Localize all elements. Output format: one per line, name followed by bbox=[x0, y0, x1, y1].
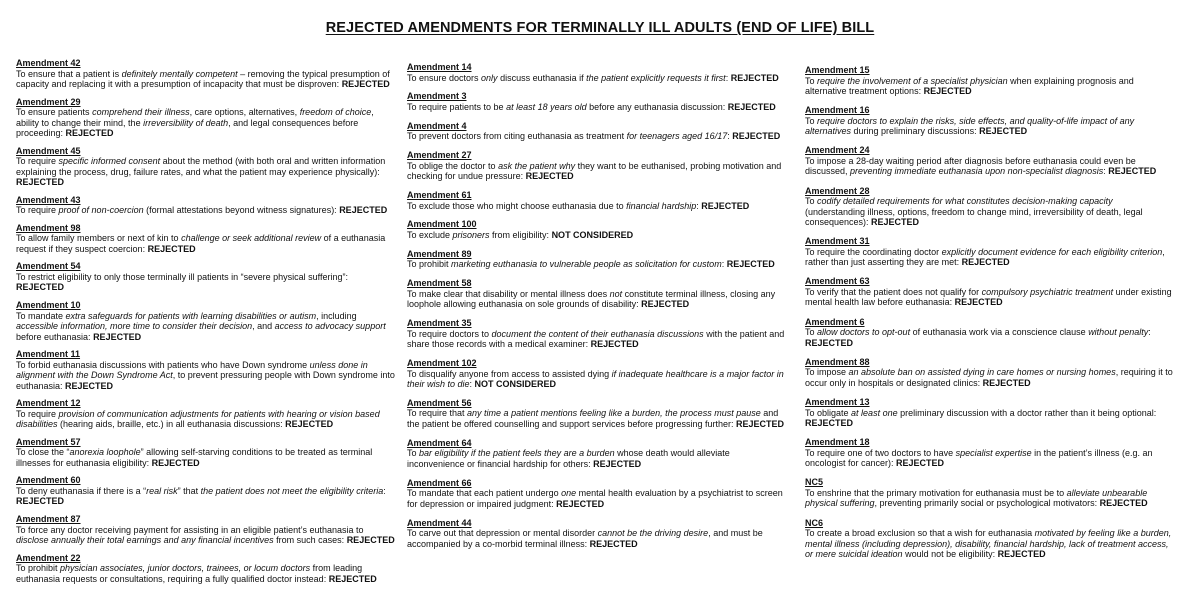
amendment-status: REJECTED bbox=[701, 200, 750, 211]
amendment-status: REJECTED bbox=[285, 419, 334, 430]
amendment-title: Amendment 61 bbox=[407, 190, 472, 201]
amendment-status: NOT CONSIDERED bbox=[551, 229, 634, 240]
amendment-entry bbox=[805, 186, 1175, 228]
amendment-description bbox=[407, 161, 789, 182]
amendment-entry bbox=[407, 438, 789, 470]
amendment-status: REJECTED bbox=[641, 299, 690, 310]
amendment-title: Amendment 89 bbox=[407, 248, 472, 259]
amendment-entry bbox=[805, 397, 1175, 429]
amendment-description bbox=[16, 360, 396, 392]
amendment-entry bbox=[805, 317, 1175, 349]
amendment-text-segment: To verify that the patient does not qualify for bbox=[805, 286, 982, 297]
amendment-entry bbox=[16, 223, 396, 255]
amendment-title: Amendment 45 bbox=[16, 145, 81, 156]
amendment-text-segment: To ensure doctors bbox=[407, 72, 482, 83]
amendment-text-segment: , requiring it to occur only in hospitals or designated clinics: bbox=[805, 367, 1173, 388]
amendment-title: Amendment 11 bbox=[16, 349, 81, 360]
amendment-status: REJECTED bbox=[93, 331, 142, 342]
amendment-text-segment: To require the coordinating doctor bbox=[805, 246, 942, 257]
amendment-text-segment: To allow family members or next of kin to bbox=[16, 233, 182, 244]
amendment-status: REJECTED bbox=[805, 337, 854, 348]
amendment-status: REJECTED bbox=[726, 259, 775, 270]
amendment-text-segment: definitely mentally competent bbox=[121, 68, 238, 79]
amendment-title: Amendment 16 bbox=[805, 105, 870, 116]
amendment-status: REJECTED bbox=[982, 377, 1031, 388]
amendment-title: Amendment 22 bbox=[16, 552, 81, 563]
amendment-text-segment: for teenagers aged 16/17 bbox=[626, 131, 728, 142]
amendment-title: Amendment 29 bbox=[16, 96, 81, 107]
amendment-text-segment: financial hardship bbox=[626, 200, 697, 211]
amendment-title: Amendment 66 bbox=[407, 477, 472, 488]
amendment-entry bbox=[16, 349, 396, 391]
amendment-text-segment: (hearing aids, braille, etc.) in all euthanasia discussions: bbox=[57, 419, 286, 430]
amendment-text-segment: To prevent doctors from citing euthanasia as treatment bbox=[407, 131, 627, 142]
amendment-entry bbox=[16, 475, 396, 507]
amendment-text-segment: : bbox=[469, 379, 475, 390]
amendment-status: REJECTED bbox=[997, 549, 1046, 560]
amendment-text-segment: , and must be accompanied by a co-morbid terminal illness: bbox=[407, 528, 763, 549]
amendment-entry bbox=[407, 121, 789, 142]
amendment-status: REJECTED bbox=[339, 205, 388, 216]
amendment-status: REJECTED bbox=[147, 243, 196, 254]
amendment-text-segment: To enshrine that the primary motivation for euthanasia must be to bbox=[805, 487, 1067, 498]
amendment-status: REJECTED bbox=[341, 79, 390, 89]
amendment-entry bbox=[407, 318, 789, 350]
amendment-text-segment: , and bbox=[252, 321, 275, 332]
column-1 bbox=[16, 58, 396, 591]
amendment-status: REJECTED bbox=[16, 496, 65, 507]
amendment-text-segment: To carve out that depression or mental disorder bbox=[407, 528, 598, 539]
amendment-status: REJECTED bbox=[16, 282, 65, 293]
amendment-text-segment: of a euthanasia request if they suspect coercion: bbox=[16, 233, 386, 254]
amendment-text-segment: To exclude bbox=[407, 229, 453, 240]
amendment-status: REJECTED bbox=[525, 171, 574, 182]
amendment-text-segment: before any euthanasia discussion: bbox=[586, 101, 728, 112]
amendment-text-segment: To obligate bbox=[805, 407, 852, 418]
amendment-text-segment: To mandate that each patient undergo bbox=[407, 488, 562, 499]
amendment-entry bbox=[16, 398, 396, 430]
amendment-text-segment: To ensure patients bbox=[16, 107, 93, 118]
amendment-text-segment: discuss euthanasia if bbox=[497, 72, 587, 83]
amendment-entry bbox=[16, 553, 396, 585]
amendment-status: REJECTED bbox=[65, 380, 114, 391]
amendment-text-segment: mental health evaluation by a psychiatrist to screen for depression or impaired judgment: bbox=[407, 488, 783, 509]
amendment-description bbox=[16, 563, 396, 584]
amendment-title: Amendment 102 bbox=[407, 358, 477, 369]
amendment-entry bbox=[407, 249, 789, 270]
amendment-status: REJECTED bbox=[954, 297, 1003, 308]
amendment-text-segment: To oblige the doctor to bbox=[407, 160, 499, 171]
amendment-text-segment: alleviate unbearable physical suffering bbox=[805, 487, 1148, 509]
amendment-text-segment: To require bbox=[16, 156, 59, 167]
amendment-text-segment: explicitly document evidence for each eligibility criterion bbox=[941, 246, 1163, 257]
amendment-status: REJECTED bbox=[871, 217, 920, 228]
amendment-description bbox=[16, 107, 396, 139]
amendment-text-segment: at least one bbox=[851, 407, 898, 418]
amendment-status: REJECTED bbox=[736, 418, 785, 429]
amendment-description bbox=[407, 230, 789, 241]
amendment-description bbox=[407, 289, 789, 310]
amendment-title: Amendment 14 bbox=[407, 62, 472, 72]
amendment-description bbox=[407, 329, 789, 350]
amendment-text-segment: preventing immediate euthanasia upon non-specialist diagnosis bbox=[850, 166, 1104, 177]
amendment-status: REJECTED bbox=[727, 101, 776, 112]
amendment-text-segment: and the patient be offered counselling and support services before progressing further: bbox=[407, 408, 779, 429]
amendment-description bbox=[805, 327, 1175, 348]
amendment-text-segment: they want to be euthanised, probing motivation and checking for undue pressure: bbox=[407, 160, 782, 182]
amendment-text-segment: an absolute ban on assisted dying in care homes or nursing homes bbox=[848, 367, 1116, 378]
amendment-text-segment: access to advocacy support bbox=[274, 321, 386, 332]
amendment-text-segment: To bbox=[805, 75, 818, 86]
amendment-description bbox=[805, 247, 1175, 268]
amendment-status: REJECTED bbox=[589, 538, 638, 549]
amendment-text-segment: document the content of their euthanasia discussions bbox=[491, 328, 704, 339]
amendment-status: REJECTED bbox=[328, 573, 377, 584]
amendment-title: Amendment 56 bbox=[407, 397, 472, 408]
amendment-text-segment: To disqualify anyone from access to assisted dying bbox=[407, 368, 612, 379]
amendment-title: Amendment 24 bbox=[805, 145, 870, 156]
amendment-description bbox=[407, 408, 789, 429]
amendment-text-segment: , and legal consequences before proceeding: bbox=[16, 117, 359, 139]
amendment-description bbox=[16, 447, 396, 468]
amendment-description bbox=[16, 69, 396, 90]
amendment-text-segment: physician associates, junior doctors, trainees, or locum doctors bbox=[60, 563, 311, 574]
amendment-text-segment: To require one of two doctors to have bbox=[805, 447, 956, 458]
amendment-text-segment: without penalty bbox=[1088, 327, 1149, 338]
amendment-text-segment: To require bbox=[16, 408, 59, 419]
amendment-text-segment: preliminary discussion with a doctor rather than it being optional: bbox=[897, 407, 1157, 418]
amendment-title: Amendment 13 bbox=[805, 397, 870, 407]
amendment-status: REJECTED bbox=[961, 257, 1010, 268]
amendment-text-segment: at least 18 years old bbox=[506, 101, 587, 112]
amendment-text-segment: with the patient and share those records with a medical examiner: bbox=[407, 328, 785, 350]
amendment-description bbox=[16, 486, 396, 507]
amendment-text-segment: To exclude those who might choose euthanasia due to bbox=[407, 200, 627, 211]
amendment-title: Amendment 63 bbox=[805, 276, 870, 287]
amendment-title: Amendment 100 bbox=[407, 219, 477, 230]
amendment-text-segment: proof of non-coercion bbox=[58, 205, 144, 216]
amendment-description bbox=[407, 448, 789, 469]
amendment-entry bbox=[407, 518, 789, 550]
amendment-entry bbox=[16, 437, 396, 469]
amendment-entry bbox=[805, 518, 1175, 560]
amendment-text-segment: , including bbox=[316, 310, 357, 321]
amendment-description bbox=[407, 488, 789, 509]
amendment-entry bbox=[805, 276, 1175, 308]
amendment-title: Amendment 18 bbox=[805, 437, 870, 448]
amendment-title: Amendment 35 bbox=[407, 318, 472, 329]
amendment-text-segment: cannot be the driving desire bbox=[597, 528, 709, 539]
amendment-description bbox=[407, 369, 789, 390]
amendment-text-segment: , to prevent pressuring people with Down syndrome into euthanasia: bbox=[16, 370, 395, 391]
amendment-text-segment: compulsory psychiatric treatment bbox=[981, 286, 1114, 297]
amendment-entry bbox=[407, 219, 789, 240]
amendment-title: Amendment 4 bbox=[407, 120, 467, 131]
amendment-text-segment: not bbox=[609, 288, 623, 299]
amendment-title: Amendment 42 bbox=[16, 58, 81, 68]
amendment-status: REJECTED bbox=[1099, 498, 1148, 509]
amendment-entry bbox=[805, 145, 1175, 177]
amendment-status: REJECTED bbox=[593, 458, 642, 469]
amendment-text-segment: from leading euthanasia requests or consultations, requiring a fully qualified doctor instead: bbox=[16, 563, 363, 584]
amendment-title: Amendment 3 bbox=[407, 91, 467, 102]
amendment-text-segment: ask the patient why bbox=[498, 160, 576, 171]
amendment-entry bbox=[407, 398, 789, 430]
amendment-entry bbox=[16, 146, 396, 188]
amendment-status: REJECTED bbox=[1108, 166, 1157, 177]
amendment-description bbox=[805, 408, 1175, 429]
amendment-text-segment: provision of communication adjustments for patients with hearing or vision based disabilities bbox=[16, 408, 380, 430]
amendment-status: REJECTED bbox=[556, 498, 605, 509]
amendment-text-segment: one bbox=[561, 488, 577, 499]
amendment-status: REJECTED bbox=[590, 339, 639, 350]
amendment-description bbox=[407, 528, 789, 549]
amendment-entry bbox=[407, 150, 789, 182]
amendment-text-segment: ” that bbox=[177, 485, 201, 496]
amendment-title: Amendment 98 bbox=[16, 222, 81, 233]
amendment-text-segment: accessible information, more time to consider their decision bbox=[16, 321, 253, 332]
page-title: REJECTED AMENDMENTS FOR TERMINALLY ILL ADULTS (END OF LIFE) BILL bbox=[325, 20, 875, 36]
amendment-text-segment: from eligibility: bbox=[489, 229, 552, 240]
amendment-status: REJECTED bbox=[732, 131, 781, 142]
amendment-title: NC6 bbox=[805, 517, 824, 528]
amendment-description bbox=[805, 116, 1175, 137]
amendment-status: REJECTED bbox=[16, 177, 65, 188]
amendment-status: REJECTED bbox=[346, 535, 395, 546]
amendment-text-segment: To create a broad exclusion so that a wish for euthanasia bbox=[805, 528, 1035, 539]
amendment-text-segment: about the method (with both oral and written information explaining the process, drug, failure rates, and what the patient may experience physically): bbox=[16, 156, 386, 177]
amendment-text-segment: To prohibit bbox=[407, 259, 452, 270]
amendment-text-segment: , care options, alternatives, bbox=[189, 107, 300, 118]
amendment-text-segment: in the patient’s illness (e.g. an oncologist for cancer): bbox=[805, 447, 1153, 469]
amendment-text-segment: irreversibility of death bbox=[143, 117, 229, 128]
amendment-entry bbox=[407, 190, 789, 211]
amendment-text-segment: To close the “ bbox=[16, 447, 70, 458]
amendment-description bbox=[805, 488, 1175, 509]
amendment-entry bbox=[407, 478, 789, 510]
amendment-description bbox=[805, 287, 1175, 308]
amendment-title: Amendment 54 bbox=[16, 261, 81, 272]
amendment-text-segment: To prohibit bbox=[16, 563, 61, 574]
amendment-description bbox=[16, 205, 396, 216]
amendment-title: Amendment 60 bbox=[16, 475, 81, 486]
amendment-text-segment: during preliminary discussions: bbox=[851, 126, 980, 137]
amendment-title: Amendment 88 bbox=[805, 356, 870, 367]
amendment-text-segment: require the involvement of a specialist physician bbox=[817, 75, 1008, 86]
amendment-text-segment: To impose bbox=[805, 367, 849, 378]
amendment-status: REJECTED bbox=[65, 128, 114, 139]
amendment-text-segment: To make clear that disability or mental illness does bbox=[407, 288, 610, 299]
amendment-entry bbox=[407, 278, 789, 310]
amendment-text-segment: (understanding illness, options, freedom to change mind, irreversibility of death, legal consequences): bbox=[805, 206, 1143, 228]
amendment-text-segment: real risk bbox=[146, 485, 178, 496]
amendment-entry bbox=[16, 195, 396, 216]
amendment-title: Amendment 44 bbox=[407, 517, 472, 528]
amendment-text-segment: To require doctors to bbox=[407, 328, 492, 339]
amendment-entry bbox=[16, 58, 396, 90]
amendment-text-segment: the patient does not meet the eligibility criteria bbox=[200, 485, 384, 496]
amendment-text-segment: specific informed consent bbox=[58, 156, 161, 167]
amendment-entry bbox=[407, 91, 789, 112]
amendment-text-segment: To mandate bbox=[16, 310, 66, 321]
amendment-status: REJECTED bbox=[979, 126, 1028, 137]
amendment-text-segment: of euthanasia work via a conscience clause bbox=[910, 327, 1089, 338]
amendment-entry bbox=[805, 236, 1175, 268]
amendment-title: Amendment 27 bbox=[407, 150, 472, 161]
amendment-text-segment: To bbox=[805, 196, 818, 207]
amendment-text-segment: freedom of choice bbox=[299, 107, 372, 118]
amendment-description bbox=[407, 259, 789, 270]
amendment-text-segment: To restrict eligibility to only those terminally ill patients in “severe physical suffering”: bbox=[16, 271, 348, 282]
amendment-entry bbox=[805, 437, 1175, 469]
amendment-entry bbox=[805, 65, 1175, 97]
amendment-description bbox=[407, 73, 789, 84]
amendment-text-segment: the patient explicitly requests it first bbox=[586, 72, 726, 83]
amendment-text-segment: : bbox=[1103, 166, 1109, 177]
column-2 bbox=[407, 62, 789, 557]
amendment-description bbox=[805, 448, 1175, 469]
amendment-text-segment: under existing mental health law before euthanasia: bbox=[805, 286, 1172, 308]
amendment-text-segment: To require that bbox=[407, 408, 468, 419]
amendment-description bbox=[805, 196, 1175, 228]
amendment-description bbox=[16, 525, 396, 546]
amendment-status: NOT CONSIDERED bbox=[474, 379, 557, 390]
amendment-entry bbox=[407, 358, 789, 390]
amendment-text-segment: : bbox=[383, 485, 386, 496]
amendment-entry bbox=[16, 514, 396, 546]
amendment-text-segment: extra safeguards for patients with learning disabilities or autism bbox=[65, 310, 317, 321]
amendment-text-segment: require doctors to explain the risks, side effects, and quality-of-life impact of any alternatives bbox=[805, 115, 1135, 137]
amendment-entry bbox=[805, 357, 1175, 389]
amendment-text-segment: , ability to change their mind, the bbox=[16, 107, 374, 128]
amendment-text-segment: To bbox=[805, 115, 818, 126]
amendment-text-segment: marketing euthanasia to vulnerable people as solicitation for custom bbox=[451, 259, 722, 270]
amendment-text-segment: any time a patient mentions feeling like a burden, the process must pause bbox=[467, 408, 761, 419]
amendment-text-segment: : bbox=[727, 131, 733, 142]
amendment-title: Amendment 15 bbox=[805, 65, 870, 75]
amendment-title: Amendment 57 bbox=[16, 436, 81, 447]
amendment-text-segment: comprehend their illness bbox=[92, 107, 190, 118]
amendment-entry bbox=[805, 105, 1175, 137]
amendment-status: REJECTED bbox=[805, 418, 854, 428]
amendment-status: REJECTED bbox=[730, 72, 779, 83]
amendment-title: Amendment 6 bbox=[805, 316, 865, 327]
amendment-text-segment: codify detailed requirements for what constitutes decision-making capacity bbox=[817, 196, 1113, 207]
amendment-description bbox=[16, 311, 396, 343]
amendment-text-segment: specialist expertise bbox=[955, 447, 1032, 458]
amendment-text-segment: challenge or seek additional review bbox=[181, 233, 322, 244]
amendment-text-segment: constitute terminal illness, closing any loophole allowing euthanasia on sole grounds of disability: bbox=[407, 288, 776, 310]
amendment-title: Amendment 64 bbox=[407, 437, 472, 448]
amendment-title: Amendment 43 bbox=[16, 194, 81, 205]
amendment-text-segment: To impose a 28-day waiting period after diagnosis before euthanasia could even be discussed, bbox=[805, 155, 1136, 177]
amendment-title: Amendment 10 bbox=[16, 300, 81, 311]
amendment-text-segment: before euthanasia: bbox=[16, 331, 94, 342]
column-3 bbox=[805, 65, 1175, 568]
amendment-text-segment: anorexia loophole bbox=[69, 447, 141, 458]
amendment-text-segment: ” allowing self-starving conditions to be treated as terminal illnesses for euthanasia eligibility: bbox=[16, 447, 373, 468]
amendment-text-segment: prisoners bbox=[452, 229, 490, 240]
amendment-title: Amendment 28 bbox=[805, 185, 870, 196]
amendment-text-segment: To bbox=[805, 327, 818, 338]
amendment-description bbox=[805, 156, 1175, 177]
amendment-status: REJECTED bbox=[151, 457, 200, 468]
amendment-description bbox=[805, 76, 1175, 97]
amendment-text-segment: : bbox=[696, 200, 702, 211]
amendment-entry bbox=[16, 300, 396, 342]
amendment-description bbox=[16, 409, 396, 430]
amendment-text-segment: whose death would alleviate inconvenience or financial hardship for others: bbox=[407, 448, 730, 469]
amendment-text-segment: : bbox=[1148, 327, 1151, 338]
amendment-entry bbox=[407, 62, 789, 83]
amendment-description bbox=[16, 156, 396, 188]
amendment-text-segment: (formal attestations beyond witness signatures): bbox=[143, 205, 340, 216]
amendment-text-segment: To force any doctor receiving payment for assisting in an eligible patient’s euthanasia to bbox=[16, 524, 364, 535]
amendment-entry bbox=[805, 477, 1175, 509]
amendment-description bbox=[805, 367, 1175, 388]
amendment-text-segment: when explaining prognosis and alternative treatment options: bbox=[805, 75, 1134, 96]
amendment-text-segment: , preventing primarily social or psychological motivators: bbox=[874, 498, 1100, 509]
amendment-text-segment: allow doctors to opt-out bbox=[817, 327, 911, 338]
amendment-text-segment: : bbox=[725, 72, 731, 83]
amendment-text-segment: disclose annually their total earnings and any financial incentives bbox=[16, 535, 274, 546]
amendment-text-segment: if inadequate healthcare is a major factor in their wish to die bbox=[407, 368, 784, 390]
amendment-text-segment: To bbox=[407, 448, 420, 459]
amendment-status: REJECTED bbox=[923, 86, 972, 96]
amendment-status: REJECTED bbox=[896, 458, 945, 469]
amendment-text-segment: from such cases: bbox=[273, 535, 347, 546]
amendment-text-segment: , rather than just asserting they are met: bbox=[805, 246, 1165, 268]
amendment-text-segment: unless done in alignment with the Down Syndrome Act bbox=[16, 359, 368, 381]
amendment-entry bbox=[16, 261, 396, 293]
amendment-description bbox=[407, 201, 789, 212]
amendment-text-segment: To forbid euthanasia discussions with patients who have Down syndrome bbox=[16, 359, 310, 370]
amendment-description bbox=[407, 131, 789, 142]
amendment-text-segment: To require bbox=[16, 205, 59, 216]
amendment-text-segment: To deny euthanasia if there is a “ bbox=[16, 485, 147, 496]
amendment-description bbox=[16, 272, 396, 293]
amendment-text-segment: : bbox=[721, 259, 727, 270]
amendment-description bbox=[805, 528, 1175, 560]
amendment-description bbox=[407, 102, 789, 113]
amendment-text-segment: motivated by feeling like a burden, mental illness (including depression), disability, financial hardship, lack of treatment access, or mere suicidal ideation bbox=[805, 528, 1172, 560]
amendment-entry bbox=[16, 97, 396, 139]
amendment-title: Amendment 12 bbox=[16, 398, 81, 409]
amendment-text-segment: would not be eligibility: bbox=[902, 549, 998, 560]
amendment-text-segment: To ensure that a patient is bbox=[16, 68, 122, 79]
amendment-text-segment: only bbox=[481, 72, 498, 83]
amendment-title: NC5 bbox=[805, 477, 824, 488]
amendment-title: Amendment 87 bbox=[16, 514, 81, 525]
amendment-title: Amendment 58 bbox=[407, 278, 472, 289]
amendment-text-segment: – removing the typical presumption of capacity and replacing it with a presumption of incapacity that must be disproven: bbox=[16, 68, 390, 89]
amendment-description bbox=[16, 233, 396, 254]
amendment-text-segment: To require patients to be bbox=[407, 101, 507, 112]
amendment-text-segment: bar eligibility if the patient feels they are a burden bbox=[419, 448, 615, 459]
amendment-title: Amendment 31 bbox=[805, 236, 870, 247]
